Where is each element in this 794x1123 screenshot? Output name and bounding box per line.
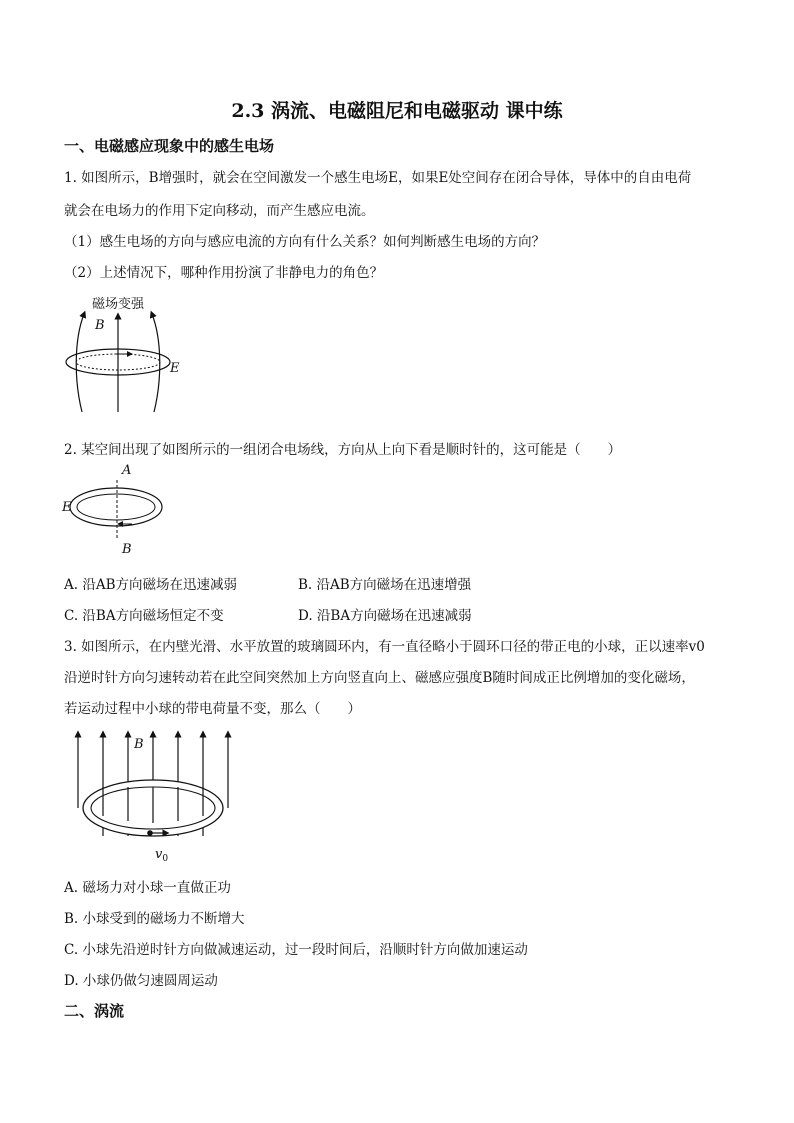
q1-stem-line2: 就会在电场力的作用下定向移动，而产生感应电流。 bbox=[64, 203, 375, 219]
q2-fig-e-label: E bbox=[62, 500, 72, 515]
q3-fig-v-label: $v_0$ bbox=[155, 847, 169, 864]
q3-option-a[interactable]: A. 磁场力对小球一直做正功 bbox=[64, 880, 231, 896]
q2-option-c[interactable]: C. 沿BA方向磁场恒定不变 bbox=[64, 608, 224, 624]
q1-subquestion-1: （1）感生电场的方向与感应电流的方向有什么关系？如何判断感生电场的方向？ bbox=[64, 234, 546, 250]
q2-fig-b-label: B bbox=[122, 542, 132, 557]
page-title: 2.3 涡流、电磁阻尼和电磁驱动 课中练 bbox=[231, 100, 563, 122]
q1-field-line-left bbox=[76, 314, 84, 412]
q3-figure bbox=[66, 726, 246, 866]
section-heading-induced-field: 一、电磁感应现象中的感生电场 bbox=[64, 137, 275, 155]
q3-stem-line2: 沿逆时针方向匀速转动若在此空间突然加上方向竖直向上、磁感应强度B随时间成正比例增加的变化磁场， bbox=[64, 670, 695, 686]
q1-fig-b-label: B bbox=[95, 318, 105, 333]
q3-charged-ball bbox=[147, 830, 153, 836]
q3-fig-b-label: B bbox=[134, 737, 144, 752]
q3-stem-line1: 3. 如图所示，在内壁光滑、水平放置的玻璃圆环内，有一直径略小于圆环口径的带正电的小球，正以速率v0 bbox=[64, 639, 705, 655]
q1-subquestion-2: （2）上述情况下，哪种作用扮演了非静电力的角色？ bbox=[64, 265, 384, 281]
q2-fig-a-label: A bbox=[122, 463, 132, 478]
q1-field-line-right bbox=[152, 314, 160, 412]
q2-stem: 2. 某空间出现了如图所示的一组闭合电场线，方向从上向下看是顺时针的，这可能是（ ） bbox=[64, 442, 622, 458]
q2-figure bbox=[60, 460, 180, 560]
q1-stem-line1: 1. 如图所示，B增强时，就会在空间激发一个感生电场E，如果E处空间存在闭合导体，导体中的自由电荷 bbox=[64, 170, 692, 186]
q1-fig-top-label: 磁场变强 bbox=[92, 297, 145, 312]
q1-figure bbox=[60, 290, 200, 420]
q2-option-d[interactable]: D. 沿BA方向磁场在迅速减弱 bbox=[298, 608, 472, 624]
q2-option-a[interactable]: A. 沿AB方向磁场在迅速减弱 bbox=[64, 577, 238, 593]
q2-option-b[interactable]: B. 沿AB方向磁场在迅速增强 bbox=[298, 577, 472, 593]
q3-stem-line3: 若运动过程中小球的带电荷量不变，那么（ ） bbox=[64, 701, 361, 717]
q1-fig-e-label: E bbox=[170, 361, 180, 376]
q3-option-d[interactable]: D. 小球仍做匀速圆周运动 bbox=[64, 973, 218, 989]
q2-ring-inner bbox=[77, 494, 155, 520]
section-heading-eddy-current: 二、涡流 bbox=[64, 1002, 125, 1020]
q3-option-b[interactable]: B. 小球受到的磁场力不断增大 bbox=[64, 911, 245, 927]
q3-option-c[interactable]: C. 小球先沿逆时针方向做减速运动，过一段时间后，沿顺时针方向做加速运动 bbox=[64, 942, 528, 958]
